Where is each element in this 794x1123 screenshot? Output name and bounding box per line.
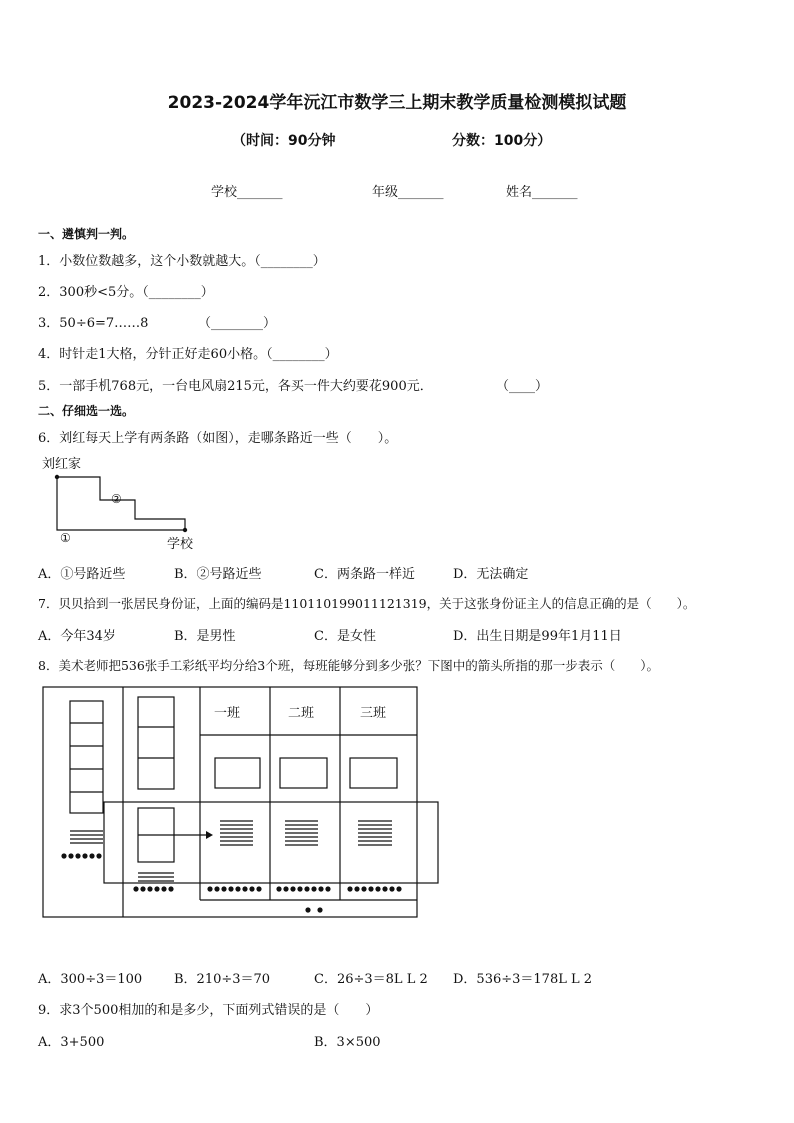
- q6-option-c: C．两条路一样近: [314, 567, 415, 582]
- q7-option-b: B．是男性: [174, 629, 236, 644]
- question-8: 8．美术老师把536张手工彩纸平均分给3个班，每班能够分到多少张？下图中的箭头所指的那一步表示（ ）。: [38, 658, 660, 673]
- exam-time: （时间：90分钟: [232, 133, 336, 149]
- page-title: 2023-2024学年沅江市数学三上期末教学质量检测模拟试题: [167, 93, 627, 113]
- name-field: 姓名_______: [506, 185, 578, 200]
- question-4: 4．时针走1大格，分针正好走60小格。（________）: [38, 347, 338, 362]
- question-6: 6．刘红每天上学有两条路（如图），走哪条路近一些（ ）。: [38, 431, 398, 446]
- q7-option-a: A．今年34岁: [38, 629, 116, 644]
- q6-option-d: D．无法确定: [453, 567, 529, 582]
- class1-hundred: [215, 758, 260, 788]
- route-diagram: [38, 452, 208, 554]
- route-2-label: ②: [111, 492, 122, 506]
- question-1: 1．小数位数越多，这个小数就越大。（________）: [38, 254, 326, 269]
- class1-label: 一班: [214, 706, 241, 721]
- route-1-label: ①: [60, 531, 71, 545]
- arrow-head: [206, 831, 213, 839]
- home-label: 刘红家: [42, 457, 82, 472]
- question-5: 5．一部手机768元，一台电风扇215元，各买一件大约要花900元．: [38, 379, 433, 394]
- class3-label: 三班: [360, 706, 387, 721]
- class2-label: 二班: [288, 706, 315, 721]
- q6-option-b: B．②号路近些: [174, 567, 262, 582]
- hundreds-stack-left: [70, 701, 103, 813]
- class2-hundred: [280, 758, 327, 788]
- q8-option-b: B．210÷3＝70: [174, 972, 271, 987]
- section2-title: 二、仔细选一选。: [38, 404, 135, 418]
- q8-option-a: A．300÷3＝100: [38, 972, 143, 987]
- question-7: 7．贝贝拾到一张居民身份证，上面的编码是110110199011121319，关于这张身份证主人的信息正确的是（ ）。: [38, 596, 696, 611]
- grade-field: 年级_______: [372, 185, 444, 200]
- division-diagram: [40, 685, 442, 921]
- school-field: 学校_______: [211, 185, 283, 200]
- question-5-blank: （____）: [496, 379, 549, 394]
- class3-hundred: [350, 758, 397, 788]
- q8-option-d: D．536÷3＝178L L 2: [453, 972, 593, 987]
- question-3: 3．50÷6=7……8: [38, 316, 149, 331]
- q9-option-a: A．3+500: [38, 1035, 105, 1050]
- school-label: 学校: [167, 537, 194, 552]
- q7-option-c: C．是女性: [314, 629, 376, 644]
- q8-option-c: C．26÷3＝8L L 2: [314, 972, 428, 987]
- question-2: 2．300秒<5分。（________）: [38, 285, 214, 300]
- school-point: [183, 528, 187, 532]
- q6-option-a: A．①号路近些: [38, 567, 126, 582]
- q9-option-b: B．3×500: [314, 1035, 381, 1050]
- question-3-blank: （________）: [198, 316, 277, 331]
- exam-score: 分数：100分）: [452, 133, 552, 149]
- q7-option-d: D．出生日期是99年1月11日: [453, 629, 622, 644]
- question-9: 9．求3个500相加的和是多少，下面列式错误的是（ ）: [38, 1003, 379, 1018]
- highlight-band: [104, 802, 438, 883]
- section1-title: 一、遴慎判一判。: [38, 227, 135, 241]
- hundreds-stack-middle: [138, 697, 174, 789]
